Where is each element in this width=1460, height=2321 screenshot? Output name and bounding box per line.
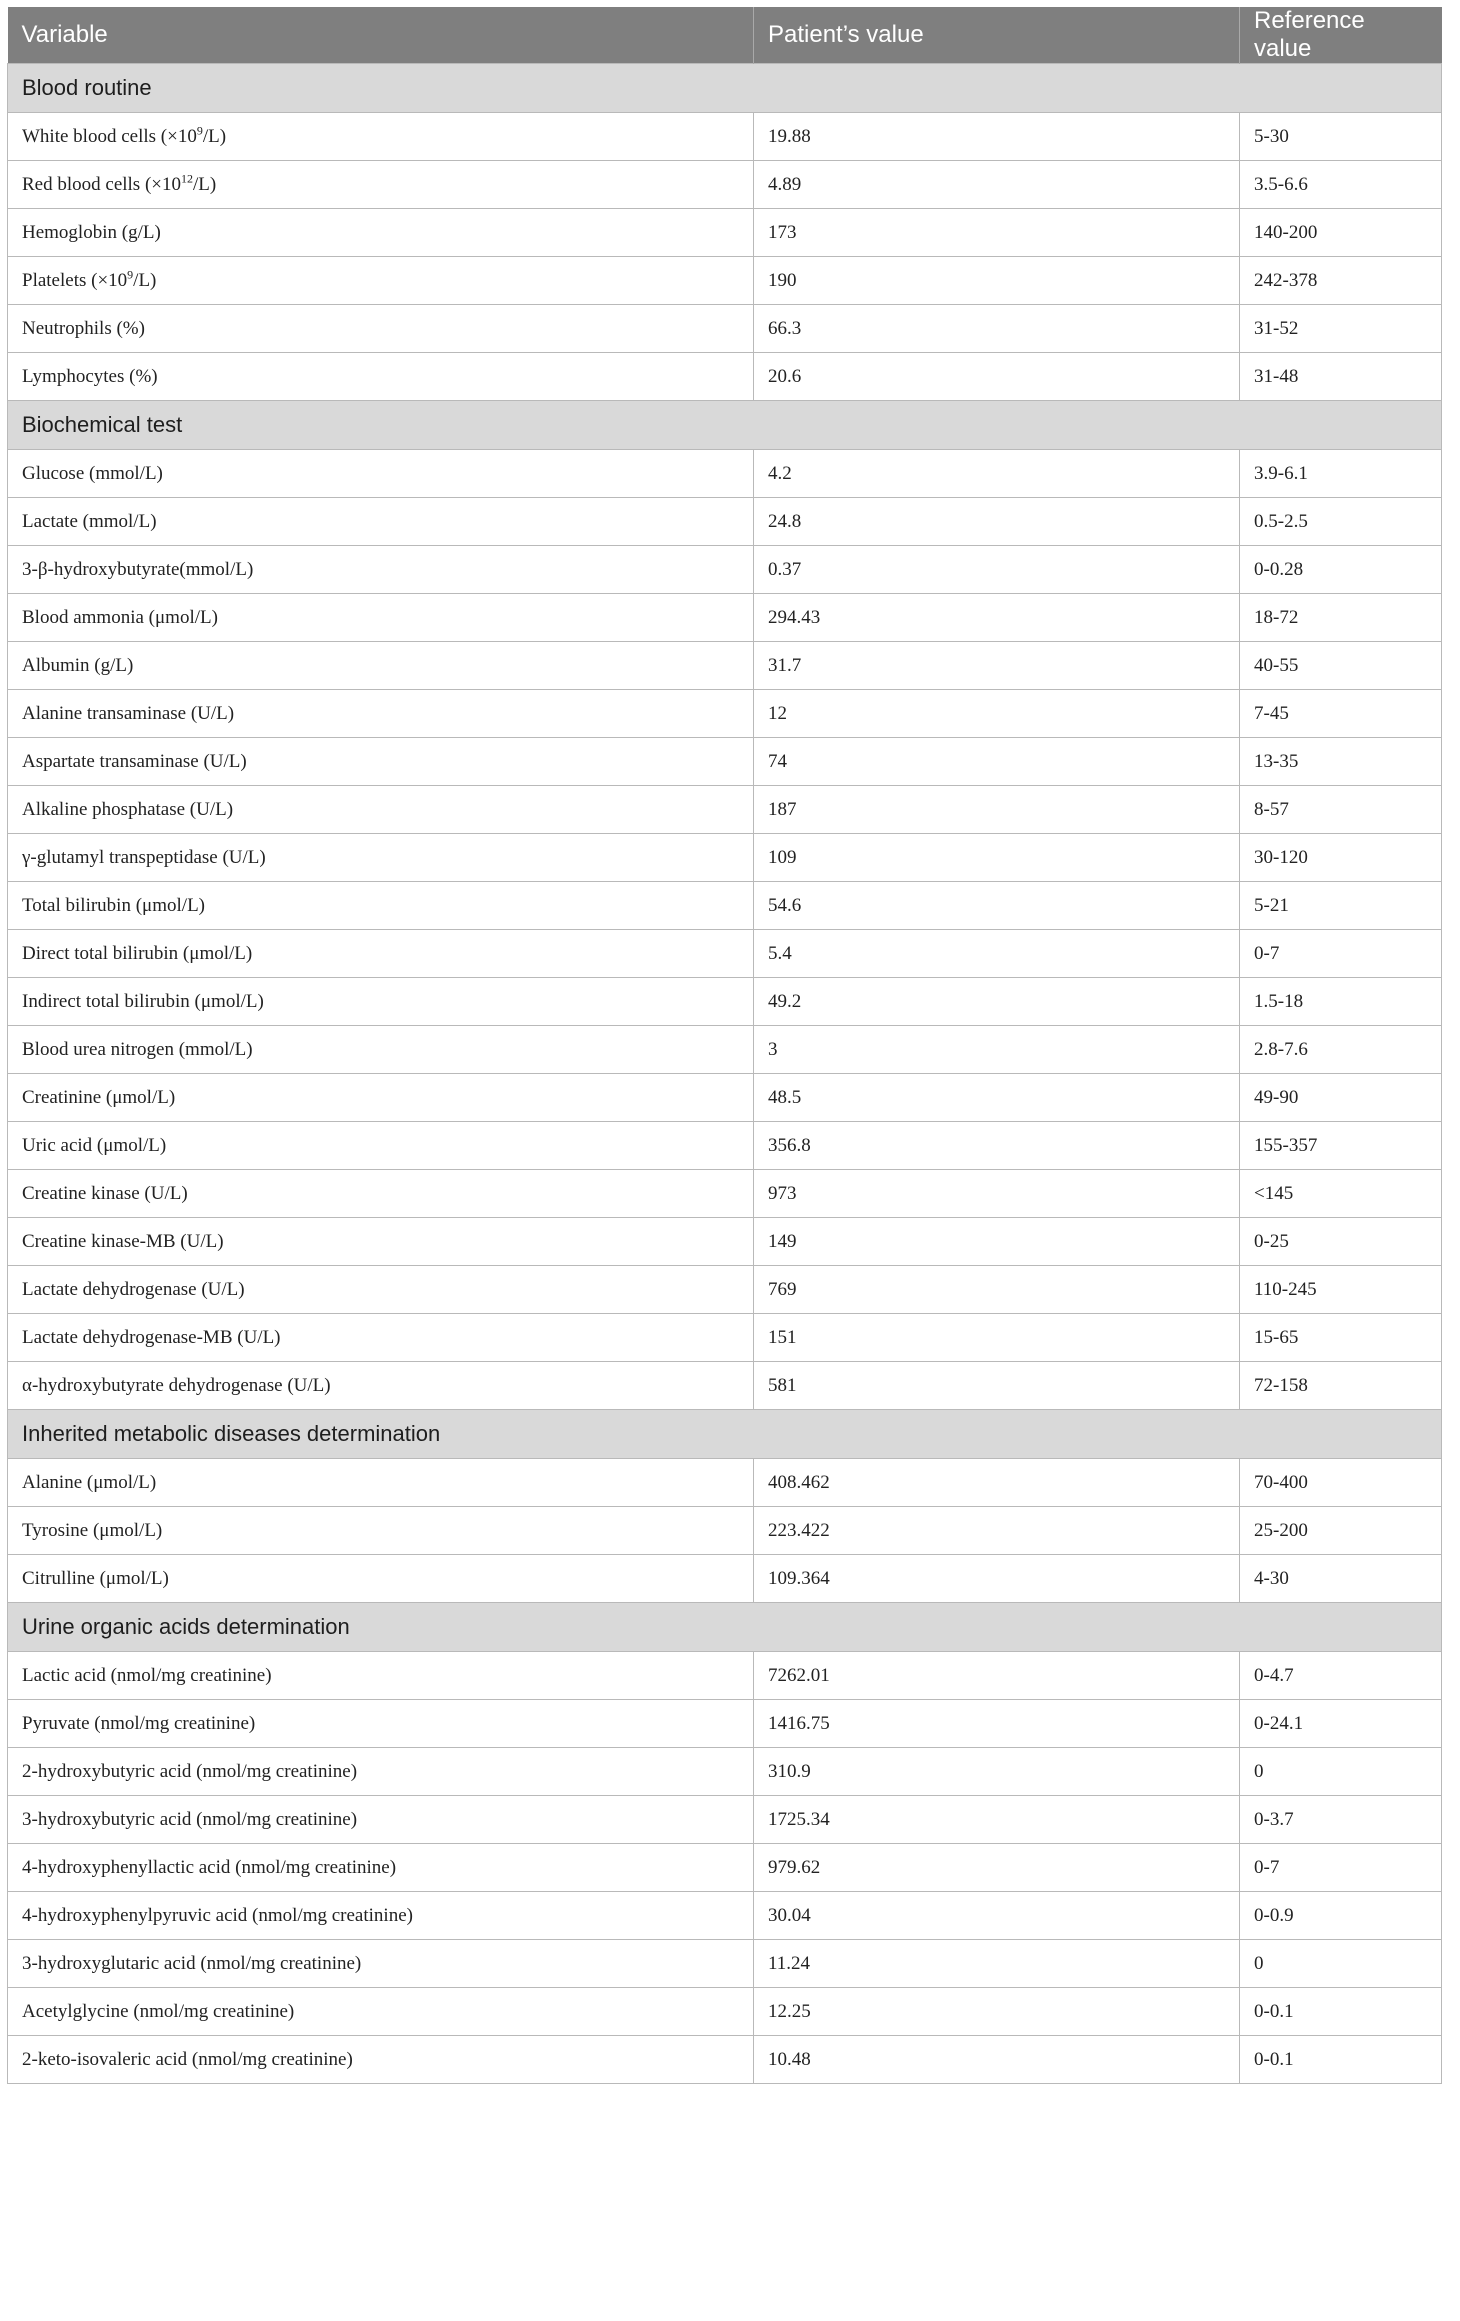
table-row (8, 834, 1442, 882)
variable-name: Hemoglobin (g/L) (22, 221, 161, 243)
reference-value-cell: 0-24.1 (1240, 1700, 1442, 1748)
patient-value-cell: 5.4 (754, 930, 1240, 978)
header-patient-value: Patient’s value (754, 7, 1240, 64)
variable-cell (8, 257, 754, 305)
patient-value-cell: 10.48 (754, 2036, 1240, 2084)
reference-value-cell: 0-0.1 (1240, 2036, 1442, 2084)
variable-name: Indirect total bilirubin (μmol/L) (22, 990, 264, 1012)
variable-name: Blood urea nitrogen (mmol/L) (22, 1038, 253, 1060)
patient-value-cell: 223.422 (754, 1507, 1240, 1555)
variable-cell (8, 1555, 754, 1603)
variable-cell (8, 1700, 754, 1748)
variable-cell (8, 786, 754, 834)
variable-name: Lymphocytes (%) (22, 365, 158, 387)
header-variable: Variable (8, 7, 754, 64)
variable-name: Lactate (mmol/L) (22, 510, 157, 532)
table-row (8, 2036, 1442, 2084)
patient-value-cell: 109.364 (754, 1555, 1240, 1603)
variable-name: 4-hydroxyphenylpyruvic acid (nmol/mg creatinine) (22, 1904, 413, 1926)
variable-cell (8, 1652, 754, 1700)
table-row (8, 1555, 1442, 1603)
reference-value-cell: 0-0.1 (1240, 1988, 1442, 2036)
table-row (8, 113, 1442, 161)
table-row (8, 1892, 1442, 1940)
patient-value-cell: 151 (754, 1314, 1240, 1362)
variable-cell (8, 930, 754, 978)
table-row (8, 1074, 1442, 1122)
reference-value-cell: 15-65 (1240, 1314, 1442, 1362)
variable-name: Direct total bilirubin (μmol/L) (22, 942, 253, 964)
variable-name: Alanine (μmol/L) (22, 1471, 157, 1493)
reference-value-cell: <145 (1240, 1170, 1442, 1218)
reference-value-cell: 0-7 (1240, 1844, 1442, 1892)
section-header-row (8, 401, 1442, 450)
reference-value-cell: 242-378 (1240, 257, 1442, 305)
variable-unit-suffix: /L) (193, 173, 217, 195)
variable-unit-exponent: 9 (196, 123, 203, 138)
patient-value-cell: 310.9 (754, 1748, 1240, 1796)
table-row (8, 305, 1442, 353)
variable-cell (8, 1122, 754, 1170)
table-header-row (8, 7, 1442, 64)
table-row (8, 1122, 1442, 1170)
table-row (8, 1170, 1442, 1218)
patient-value-cell: 4.2 (754, 450, 1240, 498)
patient-value-cell: 19.88 (754, 113, 1240, 161)
table-row (8, 1844, 1442, 1892)
reference-value-cell: 4-30 (1240, 1555, 1442, 1603)
table-row (8, 1459, 1442, 1507)
table-row (8, 161, 1442, 209)
patient-value-cell: 12.25 (754, 1988, 1240, 2036)
header-reference-value: Reference value (1240, 7, 1442, 64)
variable-cell (8, 594, 754, 642)
table-row (8, 1218, 1442, 1266)
table-row (8, 1314, 1442, 1362)
section-title: Blood routine (8, 64, 1442, 113)
table-row (8, 1940, 1442, 1988)
variable-unit-exponent: 9 (127, 267, 134, 282)
patient-value-cell: 3 (754, 1026, 1240, 1074)
variable-name: 4-hydroxyphenyllactic acid (nmol/mg creatinine) (22, 1856, 397, 1878)
variable-name: Pyruvate (nmol/mg creatinine) (22, 1712, 256, 1734)
reference-value-cell: 0-7 (1240, 930, 1442, 978)
reference-value-cell: 0-0.28 (1240, 546, 1442, 594)
reference-value-cell: 8-57 (1240, 786, 1442, 834)
patient-value-cell: 1725.34 (754, 1796, 1240, 1844)
table-row (8, 257, 1442, 305)
patient-value-cell: 187 (754, 786, 1240, 834)
reference-value-cell: 7-45 (1240, 690, 1442, 738)
variable-unit-suffix: /L) (202, 125, 227, 147)
variable-name: 2-keto-isovaleric acid (nmol/mg creatinine) (22, 2048, 353, 2070)
variable-cell (8, 1459, 754, 1507)
patient-value-cell: 74 (754, 738, 1240, 786)
patient-value-cell: 1416.75 (754, 1700, 1240, 1748)
variable-cell (8, 498, 754, 546)
variable-name: γ-glutamyl transpeptidase (U/L) (22, 846, 266, 868)
variable-cell (8, 1266, 754, 1314)
table-row (8, 1026, 1442, 1074)
patient-value-cell: 4.89 (754, 161, 1240, 209)
variable-name: Creatine kinase (U/L) (22, 1182, 188, 1204)
variable-name: Glucose (mmol/L) (22, 462, 163, 484)
reference-value-cell: 18-72 (1240, 594, 1442, 642)
reference-value-cell: 72-158 (1240, 1362, 1442, 1410)
variable-cell (8, 882, 754, 930)
section-header-row (8, 1603, 1442, 1652)
variable-cell (8, 834, 754, 882)
lab-results-table (7, 7, 1442, 2084)
variable-cell (8, 978, 754, 1026)
variable-name: 3-hydroxybutyric acid (nmol/mg creatinine) (22, 1808, 358, 1830)
variable-cell (8, 1074, 754, 1122)
patient-value-cell: 0.37 (754, 546, 1240, 594)
table-row (8, 1507, 1442, 1555)
patient-value-cell: 30.04 (754, 1892, 1240, 1940)
variable-cell (8, 1844, 754, 1892)
table-row (8, 738, 1442, 786)
patient-value-cell: 190 (754, 257, 1240, 305)
patient-value-cell: 408.462 (754, 1459, 1240, 1507)
reference-value-cell: 70-400 (1240, 1459, 1442, 1507)
variable-cell (8, 1988, 754, 2036)
reference-value-cell: 140-200 (1240, 209, 1442, 257)
reference-value-cell: 0-4.7 (1240, 1652, 1442, 1700)
reference-value-cell: 110-245 (1240, 1266, 1442, 1314)
variable-name: Platelets (×10 (22, 269, 128, 291)
variable-unit-exponent: 12 (181, 171, 193, 186)
table-row (8, 642, 1442, 690)
patient-value-cell: 11.24 (754, 1940, 1240, 1988)
variable-cell (8, 1314, 754, 1362)
reference-value-cell: 3.9-6.1 (1240, 450, 1442, 498)
reference-value-cell: 155-357 (1240, 1122, 1442, 1170)
patient-value-cell: 24.8 (754, 498, 1240, 546)
table-row (8, 1988, 1442, 2036)
reference-value-cell: 49-90 (1240, 1074, 1442, 1122)
variable-name: Total bilirubin (μmol/L) (22, 894, 205, 916)
variable-cell (8, 546, 754, 594)
patient-value-cell: 149 (754, 1218, 1240, 1266)
variable-name: α-hydroxybutyrate dehydrogenase (U/L) (22, 1374, 331, 1396)
section-header-row (8, 64, 1442, 113)
reference-value-cell: 30-120 (1240, 834, 1442, 882)
table-row (8, 1748, 1442, 1796)
variable-cell (8, 305, 754, 353)
variable-name: Neutrophils (%) (22, 317, 145, 339)
patient-value-cell: 294.43 (754, 594, 1240, 642)
variable-name: Creatinine (μmol/L) (22, 1086, 176, 1108)
variable-name: Lactic acid (nmol/mg creatinine) (22, 1664, 272, 1686)
reference-value-cell: 0 (1240, 1748, 1442, 1796)
section-title: Urine organic acids determination (8, 1603, 1442, 1652)
table-body (8, 64, 1442, 2084)
section-header-row (8, 1410, 1442, 1459)
table-row (8, 786, 1442, 834)
patient-value-cell: 973 (754, 1170, 1240, 1218)
reference-value-cell: 5-30 (1240, 113, 1442, 161)
table-row (8, 978, 1442, 1026)
reference-value-cell: 40-55 (1240, 642, 1442, 690)
variable-cell (8, 353, 754, 401)
variable-name: Red blood cells (×10 (22, 173, 181, 195)
variable-name: Uric acid (μmol/L) (22, 1134, 167, 1156)
reference-value-cell: 0.5-2.5 (1240, 498, 1442, 546)
table-row (8, 1266, 1442, 1314)
table-row (8, 498, 1442, 546)
table-row (8, 690, 1442, 738)
table-row (8, 882, 1442, 930)
variable-name: Lactate dehydrogenase-MB (U/L) (22, 1326, 281, 1348)
variable-cell (8, 1796, 754, 1844)
patient-value-cell: 109 (754, 834, 1240, 882)
variable-cell (8, 113, 754, 161)
variable-cell (8, 1892, 754, 1940)
table-row (8, 1796, 1442, 1844)
variable-name: Creatine kinase-MB (U/L) (22, 1230, 224, 1252)
reference-value-cell: 0-3.7 (1240, 1796, 1442, 1844)
reference-value-cell: 13-35 (1240, 738, 1442, 786)
table-row (8, 594, 1442, 642)
patient-value-cell: 7262.01 (754, 1652, 1240, 1700)
reference-value-cell: 0-25 (1240, 1218, 1442, 1266)
variable-cell (8, 1507, 754, 1555)
reference-value-cell: 5-21 (1240, 882, 1442, 930)
variable-name: Tyrosine (μmol/L) (22, 1519, 163, 1541)
patient-value-cell: 54.6 (754, 882, 1240, 930)
table-row (8, 450, 1442, 498)
reference-value-cell: 3.5-6.6 (1240, 161, 1442, 209)
variable-cell (8, 1026, 754, 1074)
variable-cell (8, 2036, 754, 2084)
variable-name: Aspartate transaminase (U/L) (22, 750, 247, 772)
variable-name: Alkaline phosphatase (U/L) (22, 798, 234, 820)
patient-value-cell: 12 (754, 690, 1240, 738)
variable-name: Citrulline (μmol/L) (22, 1567, 169, 1589)
variable-cell (8, 1748, 754, 1796)
variable-cell (8, 1218, 754, 1266)
section-title: Inherited metabolic diseases determination (8, 1410, 1442, 1459)
patient-value-cell: 173 (754, 209, 1240, 257)
variable-name: Albumin (g/L) (22, 654, 134, 676)
variable-cell (8, 1170, 754, 1218)
variable-cell (8, 738, 754, 786)
variable-name: 2-hydroxybutyric acid (nmol/mg creatinine) (22, 1760, 358, 1782)
patient-value-cell: 20.6 (754, 353, 1240, 401)
variable-cell (8, 690, 754, 738)
patient-value-cell: 66.3 (754, 305, 1240, 353)
table-row (8, 1362, 1442, 1410)
variable-name: White blood cells (×10 (22, 125, 197, 147)
variable-cell (8, 209, 754, 257)
table-row (8, 1700, 1442, 1748)
table-row (8, 546, 1442, 594)
variable-name: Lactate dehydrogenase (U/L) (22, 1278, 245, 1300)
reference-value-cell: 0-0.9 (1240, 1892, 1442, 1940)
table-row (8, 209, 1442, 257)
reference-value-cell: 2.8-7.6 (1240, 1026, 1442, 1074)
patient-value-cell: 49.2 (754, 978, 1240, 1026)
patient-value-cell: 31.7 (754, 642, 1240, 690)
patient-value-cell: 769 (754, 1266, 1240, 1314)
variable-name: Acetylglycine (nmol/mg creatinine) (22, 2000, 295, 2022)
variable-name: Alanine transaminase (U/L) (22, 702, 235, 724)
variable-cell (8, 1940, 754, 1988)
variable-cell (8, 1362, 754, 1410)
patient-value-cell: 979.62 (754, 1844, 1240, 1892)
table-row (8, 353, 1442, 401)
variable-name: 3-hydroxyglutaric acid (nmol/mg creatinine) (22, 1952, 362, 1974)
variable-name: Blood ammonia (μmol/L) (22, 606, 218, 628)
patient-value-cell: 48.5 (754, 1074, 1240, 1122)
variable-cell (8, 642, 754, 690)
variable-cell (8, 450, 754, 498)
reference-value-cell: 31-48 (1240, 353, 1442, 401)
table-row (8, 930, 1442, 978)
table-row (8, 1652, 1442, 1700)
patient-value-cell: 356.8 (754, 1122, 1240, 1170)
variable-unit-suffix: /L) (133, 269, 157, 291)
section-title: Biochemical test (8, 401, 1442, 450)
variable-cell (8, 161, 754, 209)
patient-value-cell: 581 (754, 1362, 1240, 1410)
variable-name: 3-β-hydroxybutyrate(mmol/L) (22, 558, 254, 580)
reference-value-cell: 31-52 (1240, 305, 1442, 353)
reference-value-cell: 1.5-18 (1240, 978, 1442, 1026)
reference-value-cell: 25-200 (1240, 1507, 1442, 1555)
reference-value-cell: 0 (1240, 1940, 1442, 1988)
